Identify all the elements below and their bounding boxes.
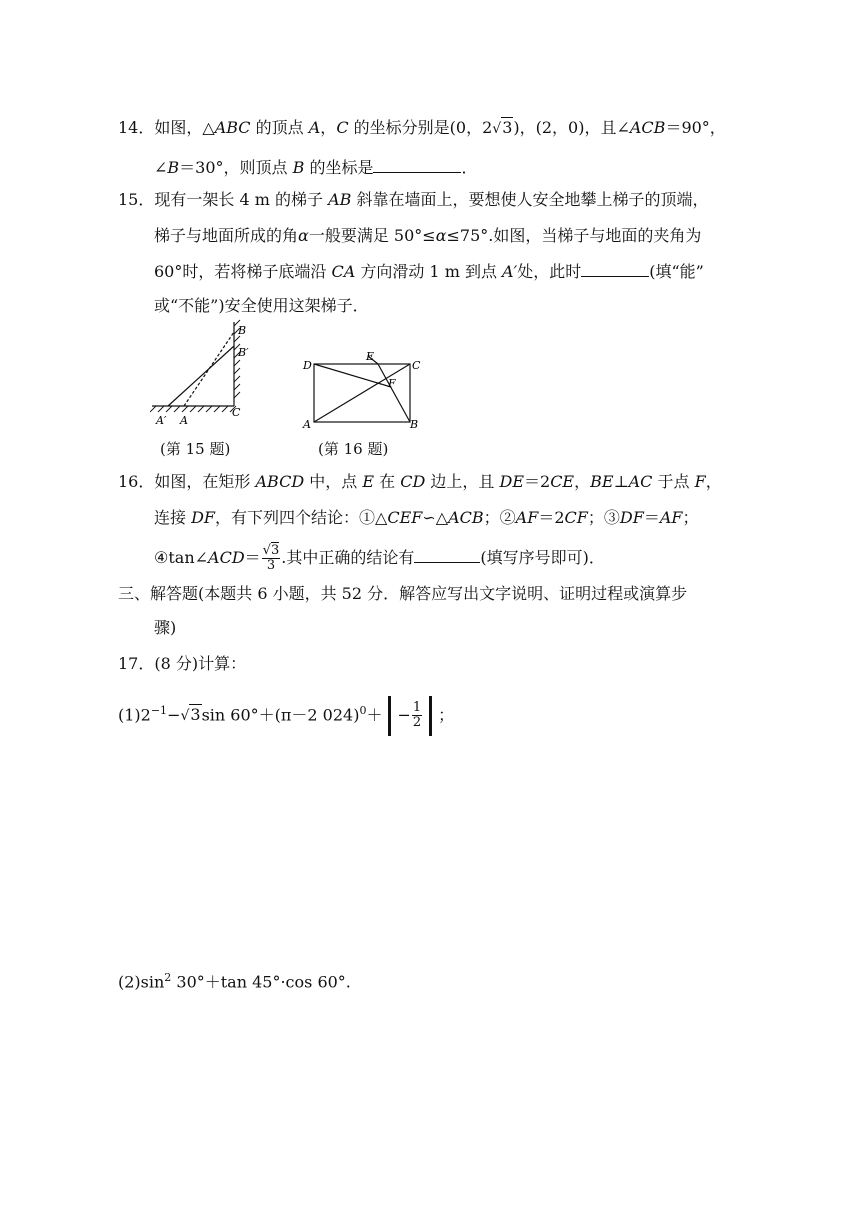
ladder-slid [168, 346, 234, 406]
label-A-prime: A′ [156, 414, 167, 427]
figure-15-ladder [150, 318, 260, 430]
diagonal-AC [314, 364, 410, 422]
q16-line1: 16．如图，在矩形 ABCD 中，点 E 在 CD 边上，且 DE＝2CE，BE⊥AC 于点 F， [118, 472, 722, 491]
q17-heading: 17．(8 分)计算： [118, 654, 247, 673]
sqrt-3: √3 [492, 118, 513, 137]
caption-figure-15: (第 15 题) [160, 440, 231, 458]
label-A: A [180, 414, 188, 427]
q15-line2: 梯子与地面所成的角α一般要满足 50°≤α≤75°.如图，当梯子与地面的夹角为 [154, 226, 702, 245]
label-B: B [410, 418, 419, 431]
q14-number: 14． [118, 118, 155, 137]
label-C: C [412, 359, 421, 372]
answer-blank-q15[interactable] [581, 262, 649, 277]
segment-BE [378, 364, 410, 422]
q16-number: 16． [118, 472, 155, 491]
q14-line1: 14．如图，△ABC 的顶点 A，C 的坐标分别是(0，2√3)，(2，0)，且∠ACB＝90°， [118, 118, 726, 137]
answer-blank-q14[interactable] [373, 158, 461, 173]
q15-line1: 15．现有一架长 4 m 的梯子 AB 斜靠在墙面上，要想使人安全地攀上梯子的顶端， [118, 190, 709, 209]
label-C: C [232, 406, 241, 419]
q17-part2: $(2)\sin^2$ 30°＋tan 45°·cos 60°. [118, 971, 351, 992]
q15-number: 15． [118, 190, 155, 209]
caption-figure-16: (第 16 题) [318, 440, 389, 458]
fraction-sqrt3-over-3: $\frac{√3}{3}$ [262, 543, 280, 573]
label-E: E [366, 350, 375, 363]
q17-part1: $(1)2^{-1}-√3\sin$ 60°＋(π－2 024)$^0$＋ − $\frac{1}{2}$ ； [118, 690, 454, 737]
abs-bar-left [388, 696, 391, 736]
label-D: D [303, 359, 312, 372]
q15-line4: 或“不能”)安全使用这架梯子． [154, 296, 369, 315]
figure-16-rectangle [300, 350, 424, 434]
fraction-one-half: $\frac{1}{2}$ [412, 700, 422, 731]
label-A: A [303, 418, 311, 431]
section-3-heading: 三、解答题(本题共 6 小题，共 52 分．解答应写出文字说明、证明过程或演算步 [118, 584, 688, 603]
label-B-prime: B′ [238, 346, 249, 359]
label-F: F [388, 377, 396, 390]
q16-line3: ④tan∠ACD＝ $\frac{√3}{3}$ .其中正确的结论有 (填写序号即可)． [154, 543, 605, 573]
section-3-heading-cont: 骤) [154, 618, 177, 637]
answer-blank-q16[interactable] [414, 548, 480, 563]
sqrt-3: √3 [180, 705, 201, 725]
q15-line3: 60°时，若将梯子底端沿 CA 方向滑动 1 m 到点 A′处，此时 (填“能” [154, 262, 704, 281]
q14-line2: ∠B＝30°，则顶点 B 的坐标是 ． [154, 158, 478, 177]
q16-line2: 连接 DF，有下列四个结论：①△CEF∽△ACB；②AF＝2CF；③DF＝AF； [154, 508, 699, 527]
label-B: B [238, 324, 247, 337]
abs-bar-right [429, 696, 432, 736]
